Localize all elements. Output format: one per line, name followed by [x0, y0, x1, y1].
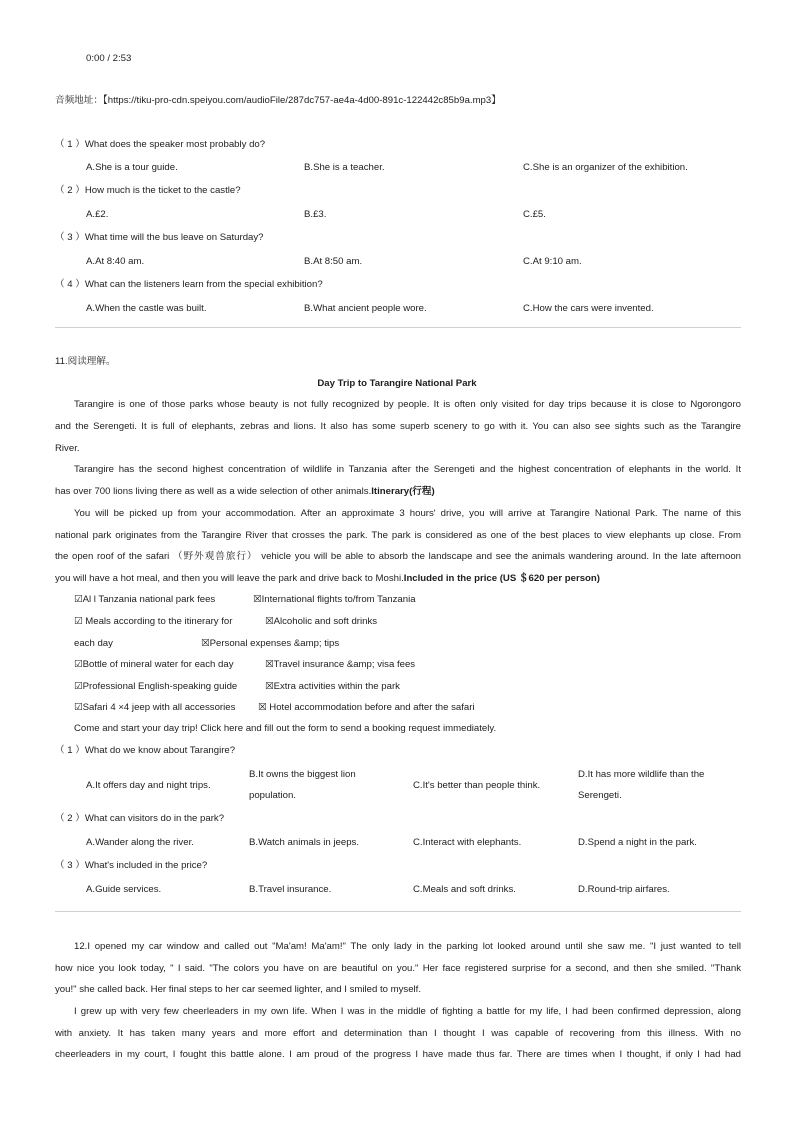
option-d: D.Round-trip airfares. — [578, 884, 670, 895]
paragraph-line: the open roof of the safari （野外观兽旅行） vehicle you will be able to absorb the landscape and see the animals wandering around. In the late afternoon — [55, 551, 741, 562]
option-c: C.At 9:10 am. — [523, 256, 582, 267]
paragraph-line: with anxiety. It has taken many years and more effort and determination than I thought I was capable of recovering from this illness. With no — [55, 1028, 741, 1039]
option-a: A.Wander along the river. — [86, 837, 194, 848]
option-c: C.How the cars were invented. — [523, 303, 654, 314]
audio-url: 音频地址：【https://tiku-pro-cdn.speiyou.com/audioFile/287dc757-ae4a-4d00-891c-122442c85b9a.mp3】 — [55, 95, 501, 106]
option-a: A.£2. — [86, 209, 109, 220]
paragraph-line: 12.I opened my car window and called out "Ma'am! Ma'am!" The only lady in the parking lot looked around until she saw me. "I just wanted to tell — [74, 941, 741, 952]
included-item: ☑Bottle of mineral water for each day — [74, 659, 234, 670]
option-a: A.At 8:40 am. — [86, 256, 145, 267]
excluded-item: ☒Personal expenses &amp; tips — [201, 638, 340, 649]
paragraph-text: you will have a hot meal, and then you will leave the park and drive back to Moshi. — [55, 573, 404, 584]
paragraph-line: cheerleaders in my court, I fought this battle alone. I am proud of the progress I have made thus far. There are times when I thought, if only I had had — [55, 1049, 741, 1060]
paragraph-line: and the Serengeti. It is full of elephants, zebras and lions. It also has some superb scenery to go with it. You can also see sights such as the Tarangire — [55, 421, 741, 432]
option-a: A.She is a tour guide. — [86, 162, 178, 173]
question-number: 11.阅读理解。 — [55, 356, 116, 367]
option-b: B.Watch animals in jeeps. — [249, 837, 360, 848]
paragraph-line: national park originates from the Tarangire River that crosses the park. The park is considered as one of the best places to view elephants up close. From — [55, 530, 741, 541]
paragraph-line: I grew up with very few cheerleaders in my own life. When I was in the middle of fighting a battle for my life, I had been confirmed depression, along — [74, 1006, 741, 1017]
reading-question-2: （ 2 ）What can visitors do in the park? — [55, 813, 225, 824]
included-heading: Included in the price (US ＄620 per person) — [403, 573, 600, 584]
listening-question-4: （ 4 ）What can the listeners learn from the special exhibition? — [55, 279, 323, 290]
reading-question-1: （ 1 ）What do we know about Tarangire? — [55, 745, 236, 756]
option-b: B.What ancient people wore. — [304, 303, 427, 314]
option-d: D.It has more wildlife than the — [578, 769, 705, 780]
excluded-item: ☒Alcoholic and soft drinks — [265, 616, 378, 627]
option-c: C.Meals and soft drinks. — [413, 884, 516, 895]
paragraph-line — [55, 573, 741, 585]
included-item: ☑Professional English-speaking guide — [74, 681, 238, 692]
paragraph-line — [55, 486, 741, 498]
option-b-cont: population. — [249, 790, 296, 801]
option-b: B.She is a teacher. — [304, 162, 385, 173]
excluded-item: ☒International flights to/from Tanzania — [253, 594, 416, 605]
option-b: B.Travel insurance. — [249, 884, 332, 895]
reading-question-3: （ 3 ）What's included in the price? — [55, 860, 208, 871]
paragraph-line: You will be picked up from your accommodation. After an approximate 3 hours' drive, you will arrive at Tarangire National Park. The name of this — [74, 508, 741, 519]
excluded-item: ☒Travel insurance &amp; visa fees — [265, 659, 416, 670]
option-b: B.£3. — [304, 209, 327, 220]
option-a: A.It offers day and night trips. — [86, 780, 211, 791]
option-a: A.Guide services. — [86, 884, 162, 895]
listening-question-1: （ 1 ）What does the speaker most probably do? — [55, 139, 266, 150]
option-b: B.At 8:50 am. — [304, 256, 363, 267]
passage-title: Day Trip to Tarangire National Park — [317, 378, 477, 389]
paragraph-text: has over 700 lions living there as well as a wide selection of other animals. — [55, 486, 372, 497]
paragraph-line: you!" she called back. Her final steps to her car seemed lighter, and I smiled to myself. — [55, 984, 422, 995]
call-to-action: Come and start your day trip! Click here and fill out the form to send a booking request immediately. — [74, 723, 497, 734]
included-item: each day — [74, 638, 113, 649]
included-item: ☑Safari 4 ×4 jeep with all accessories — [74, 702, 236, 713]
paragraph-line: Tarangire is one of those parks whose beauty is not fully recognized by people. It is often only visited for day trips because it is close to Ngorongoro — [74, 399, 741, 410]
excluded-item: ☒Extra activities within the park — [265, 681, 400, 692]
included-item: ☑Al l Tanzania national park fees — [74, 594, 216, 605]
excluded-item: ☒ Hotel accommodation before and after the safari — [258, 702, 475, 713]
audio-time: 0:00 / 2:53 — [86, 53, 132, 64]
option-c: C.£5. — [523, 209, 546, 220]
itinerary-heading: Itinerary(行程) — [371, 486, 435, 497]
option-c: C.Interact with elephants. — [413, 837, 522, 848]
option-c: C.It's better than people think. — [413, 780, 541, 791]
included-item: ☑ Meals according to the itinerary for — [74, 616, 233, 627]
paragraph-line: Tarangire has the second highest concentration of wildlife in Tanzania after the Serengeti and the highest concentration of elephants in the world. It — [74, 464, 741, 475]
paragraph-line: how nice you look today, " I said. "The colors you have on are beautiful on you." Her face registered surprise for a second, and then she smiled. "Thank — [55, 963, 741, 974]
option-d: D.Spend a night in the park. — [578, 837, 697, 848]
option-d-cont: Serengeti. — [578, 790, 622, 801]
option-c: C.She is an organizer of the exhibition. — [523, 162, 688, 173]
section-divider — [55, 911, 741, 912]
listening-question-3: （ 3 ）What time will the bus leave on Saturday? — [55, 232, 264, 243]
paragraph-line: River. — [55, 443, 80, 454]
listening-question-2: （ 2 ）How much is the ticket to the castle? — [55, 185, 241, 196]
section-divider — [55, 327, 741, 328]
option-a: A.When the castle was built. — [86, 303, 207, 314]
option-b: B.It owns the biggest lion — [249, 769, 356, 780]
